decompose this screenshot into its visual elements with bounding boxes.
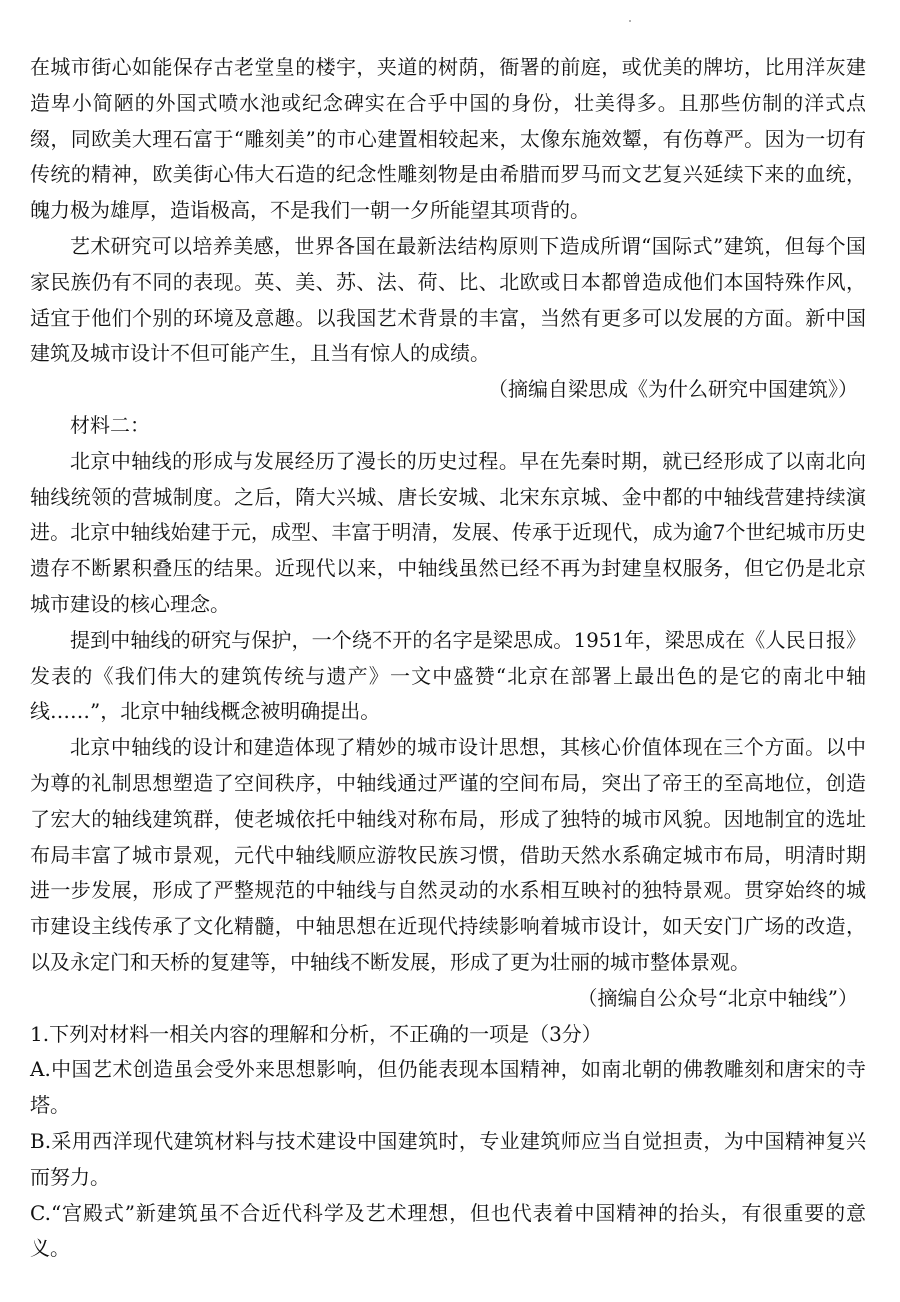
material-two-paragraph-2: 提到中轴线的研究与保护，一个绕不开的名字是梁思成。1951年，梁思成在《人民日报》发表的《我们伟大的建筑传统与遗产》一文中盛赞“北京在部署上最出色的是它的南北中轴线……”，北京中轴线概念被明确提出。 <box>30 627 866 724</box>
exam-page <box>30 50 866 1267</box>
question-1-stem: 1.下列对材料一相关内容的理解和分析，不正确的一项是（3分） <box>30 1021 602 1046</box>
material-one-paragraph-2: 艺术研究可以培养美感，世界各国在最新法结构原则下造成所谓“国际式”建筑，但每个国家民族仍有不同的表现。英、美、苏、法、荷、比、北欧或日本都曾造成他们本国特殊作风，适宜于他们个别的环境及意趣。以我国艺术背景的丰富，当然有更多可以发展的方面。新中国建筑及城市设计不但可能产生，且当有惊人的成绩。 <box>30 233 866 366</box>
material-one-source: （摘编自梁思成《为什么研究中国建筑》） <box>488 377 858 402</box>
material-two-paragraph-1: 北京中轴线的形成与发展经历了漫长的历史过程。早在先秦时期，就已经形成了以南北向轴线统领的营城制度。之后，隋大兴城、唐长安城、北宋东京城、金中都的中轴线营建持续演进。北京中轴线始建于元，成型、丰富于明清，发展、传承于近现代，成为逾7个世纪城市历史遗存不断累积叠压的结果。近现代以来，中轴线虽然已经不再为封建皇权服务，但它仍是北京城市建设的核心理念。 <box>30 448 866 616</box>
material-two-paragraph-3: 北京中轴线的设计和建造体现了精妙的城市设计思想，其核心价值体现在三个方面。以中为尊的礼制思想塑造了空间秩序，中轴线通过严谨的空间布局，突出了帝王的至高地位，创造了宏大的轴线建筑群，使老城依托中轴线对称布局，形成了独特的城市风貌。因地制宜的选址布局丰富了城市景观，元代中轴线顺应游牧民族习惯，借助天然水系确定城市布局，明清时期进一步发展，形成了严整规范的中轴线与自然灵动的水系相互映衬的独特景观。贯穿始终的城市建设主线传承了文化精髓，中轴思想在近现代持续影响着城市设计，如天安门广场的改造，以及永定门和天桥的复建等，中轴线不断发展，形成了更为壮丽的城市整体景观。 <box>30 735 866 974</box>
material-two-source: （摘编自公众号“北京中轴线”） <box>577 985 858 1010</box>
question-1-option-a: A.中国艺术创造虽会受外来思想影响，但仍能表现本国精神，如南北朝的佛教雕刻和唐宋的寺塔。 <box>30 1057 866 1118</box>
material-one-paragraph-1: 在城市街心如能保存古老堂皇的楼宇，夹道的树荫，衙署的前庭，或优美的牌坊，比用洋灰建造卑小简陋的外国式喷水池或纪念碑实在合乎中国的身份，壮美得多。且那些仿制的洋式点缀，同欧美大理石富于“雕刻美”的市心建置相较起来，太像东施效颦，有伤尊严。因为一切有传统的精神，欧美街心伟大石造的纪念性雕刻物是由希腊而罗马而文艺复兴延续下来的血统，魄力极为雄厚，造诣极高，不是我们一朝一夕所能望其项背的。 <box>30 55 866 223</box>
question-1-option-b: B.采用西洋现代建筑材料与技术建设中国建筑时，专业建筑师应当自觉担责，为中国精神复兴而努力。 <box>30 1128 866 1189</box>
scan-speck <box>629 20 631 22</box>
material-two-heading: 材料二： <box>70 412 150 437</box>
question-1-option-c: C.“宫殿式”新建筑虽不合近代科学及艺术理想，但也代表着中国精神的抬头，有很重要的意义。 <box>30 1200 866 1261</box>
